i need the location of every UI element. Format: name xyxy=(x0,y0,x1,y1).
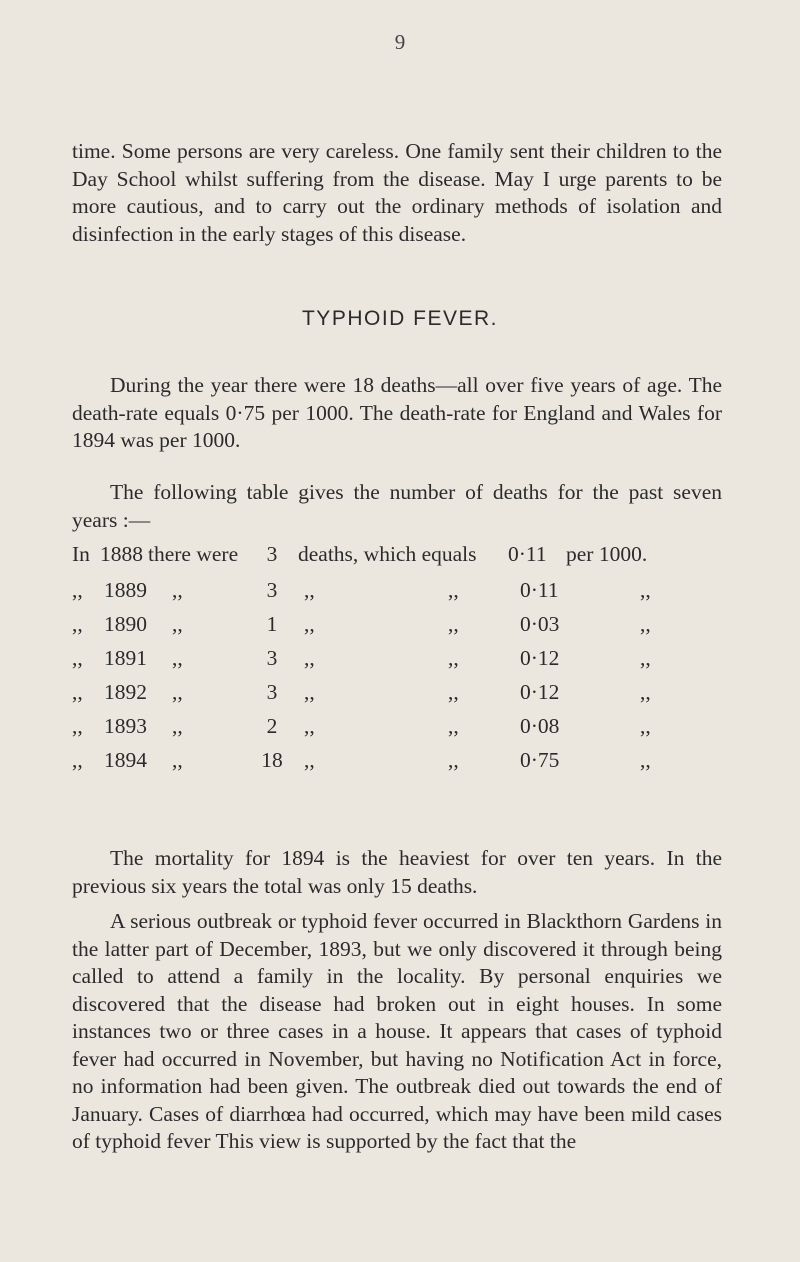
row-prefix: ,, xyxy=(72,646,83,670)
row-ditto: ,, xyxy=(640,612,651,636)
row-prefix: ,, xyxy=(72,578,83,602)
row-rate: 0·12 xyxy=(520,646,560,670)
row-per: per 1000. xyxy=(566,542,648,566)
row-rate: 0·11 xyxy=(520,578,559,602)
row-there-were: there were xyxy=(148,542,239,566)
row-year: 1892 xyxy=(104,680,147,704)
row-ditto: ,, xyxy=(172,578,183,602)
mortality-paragraph: The mortality for 1894 is the heaviest for over ten years. In the previous six years the total was only 15 deaths. xyxy=(72,846,722,898)
row-rate: 0·75 xyxy=(520,748,560,772)
row-ditto: ,, xyxy=(172,714,183,738)
row-prefix: ,, xyxy=(72,680,83,704)
row-deaths: 3 xyxy=(266,578,278,602)
deaths-table xyxy=(0,542,800,832)
table-row xyxy=(0,578,800,608)
row-ditto: ,, xyxy=(304,612,315,636)
row-ditto: ,, xyxy=(640,680,651,704)
row-ditto: ,, xyxy=(640,748,651,772)
row-ditto: ,, xyxy=(304,646,315,670)
row-prefix: ,, xyxy=(72,612,83,636)
row-prefix: In xyxy=(72,542,90,566)
deathrate-paragraph: During the year there were 18 deaths—all over five years of age. The death-rate equals 0·75 per 1000. The death-rate for England and Wales for 1894 was per 1000. xyxy=(72,373,722,452)
row-ditto: ,, xyxy=(448,680,459,704)
row-ditto: ,, xyxy=(172,612,183,636)
row-ditto: ,, xyxy=(448,578,459,602)
row-deaths: 2 xyxy=(266,714,278,738)
row-deaths: 1 xyxy=(266,612,278,636)
row-year: 1889 xyxy=(104,578,147,602)
row-deaths: 18 xyxy=(261,748,283,772)
row-ditto: ,, xyxy=(448,612,459,636)
row-ditto: ,, xyxy=(640,646,651,670)
section-heading: TYPHOID FEVER. xyxy=(301,307,499,330)
row-rate: 0·11 xyxy=(508,542,547,566)
row-rate: 0·08 xyxy=(520,714,560,738)
table-row xyxy=(0,714,800,744)
table-row xyxy=(0,748,800,778)
row-ditto: ,, xyxy=(172,646,183,670)
row-ditto: ,, xyxy=(448,646,459,670)
table-row xyxy=(0,646,800,676)
intro-paragraph: time. Some persons are very careless. One family sent their children to the Day School whilst suffering from the disease. May I urge parents to be more cautious, and to carry out the ordinary methods of isolation and disinfection in the early stages of this disease. xyxy=(72,139,722,246)
row-year: 1890 xyxy=(104,612,147,636)
row-ditto: ,, xyxy=(304,748,315,772)
row-deaths: 3 xyxy=(266,646,278,670)
row-ditto: ,, xyxy=(304,714,315,738)
row-year: 1891 xyxy=(104,646,147,670)
row-ditto: ,, xyxy=(172,748,183,772)
row-ditto: ,, xyxy=(448,714,459,738)
row-ditto: ,, xyxy=(172,680,183,704)
row-ditto: ,, xyxy=(448,748,459,772)
row-which-equals: deaths, which equals xyxy=(298,542,477,566)
row-ditto: ,, xyxy=(304,578,315,602)
row-deaths: 3 xyxy=(266,680,278,704)
row-ditto: ,, xyxy=(640,578,651,602)
row-prefix: ,, xyxy=(72,748,83,772)
table-row xyxy=(0,612,800,642)
row-ditto: ,, xyxy=(304,680,315,704)
row-year: 1893 xyxy=(104,714,147,738)
table-intro-paragraph: The following table gives the number of deaths for the past seven years :— xyxy=(72,480,722,532)
outbreak-paragraph: A serious outbreak or typhoid fever occurred in Blackthorn Gardens in the latter part of December, 1893, but we only discovered it through being called to attend a family in the locality. By personal enquiries we discovered that the disease had broken out in eight houses. In some instances two or three cases in a house. It appears that cases of typhoid fever had occurred in November, but having no Notification Act in force, no information had been given. The outbreak died out towards the end of January. Cases of diarrhœa had occurred, which may have been mild cases of typhoid fever This view is supported by the fact that the xyxy=(72,909,722,1153)
row-ditto: ,, xyxy=(640,714,651,738)
row-deaths: 3 xyxy=(266,542,278,566)
page-number: 9 xyxy=(394,30,406,54)
table-row xyxy=(0,542,800,572)
row-prefix: ,, xyxy=(72,714,83,738)
table-row xyxy=(0,680,800,710)
row-year: 1888 xyxy=(100,542,143,566)
row-year: 1894 xyxy=(104,748,147,772)
row-rate: 0·03 xyxy=(520,612,560,636)
row-rate: 0·12 xyxy=(520,680,560,704)
